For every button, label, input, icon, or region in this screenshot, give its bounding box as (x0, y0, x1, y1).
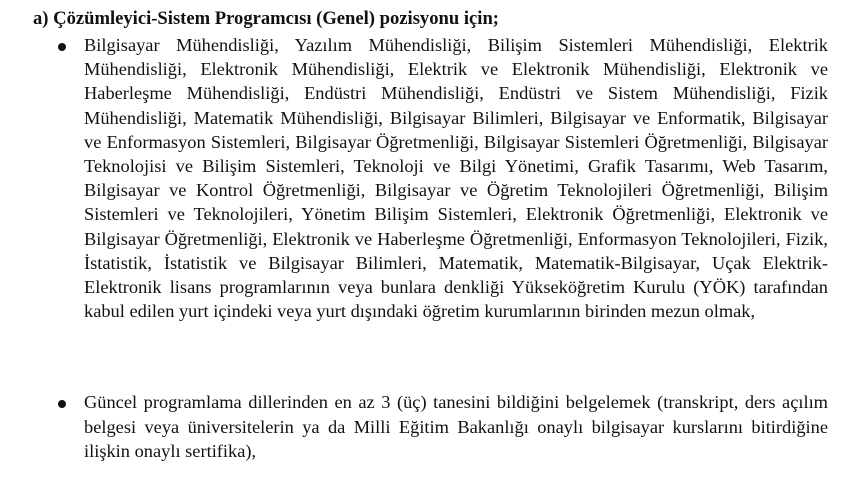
list-item-text: Güncel programlama dillerinden en az 3 (üç) tanesini bildiğini belgelemek (transkript, ders açılım belgesi veya üniversitelerin ya da Milli Eğitim Bakanlığı onaylı bilgisayar kurslarını bitirdiğine ilişkin onaylı sertifika), (84, 392, 828, 461)
section-heading: a) Çözümleyici-Sistem Programcısı (Genel) pozisyonu için; (33, 8, 499, 29)
bullet-icon (58, 400, 66, 408)
list-item-text: Bilgisayar Mühendisliği, Yazılım Mühendisliği, Bilişim Sistemleri Mühendisliği, Elektrik Mühendisliği, Elektronik Mühendisliği, Elektrik ve Elektronik Mühendisliği, Elektronik ve Haberleşme Mühendisliği, Endüstri Mühendisliği, Endüstri ve Sistem Mühendisliği, Fizik Mühendisliği, Matematik Mühendisliği, Bilgisayar Bilimleri, Bilgisayar ve Enformatik, Bilgisayar ve Enformasyon Sistemleri, Bilgisayar Öğretmenliği, Bilgisayar Sistemleri Öğretmenliği, Bilgisayar Teknolojisi ve Bilişim Sistemleri, Teknoloji ve Bilgi Yönetimi, Grafik Tasarımı, Web Tasarım, Bilgisayar ve Kontrol Öğretmenliği, Bilgisayar ve Öğretim Teknolojileri Öğretmenliği, Bilişim Sistemleri ve Teknolojileri, Yönetim Bilişim Sistemleri, Elektronik Öğretmenliği, Elektronik ve Bilgisayar Öğretmenliği, Elektronik ve Haberleşme Öğretmenliği, Enformasyon Teknolojileri, Fizik, İstatistik, İstatistik ve Bilgisayar Bilimleri, Matematik, Matematik-Bilgisayar, Uçak Elektrik-Elektronik lisans programlarının veya bunlara denkliği Yükseköğretim Kurulu (YÖK) tarafından kabul edilen yurt içindeki veya yurt dışındaki öğretim kurumlarının birinden mezun olmak, (84, 35, 828, 322)
bullet-icon (58, 43, 66, 51)
